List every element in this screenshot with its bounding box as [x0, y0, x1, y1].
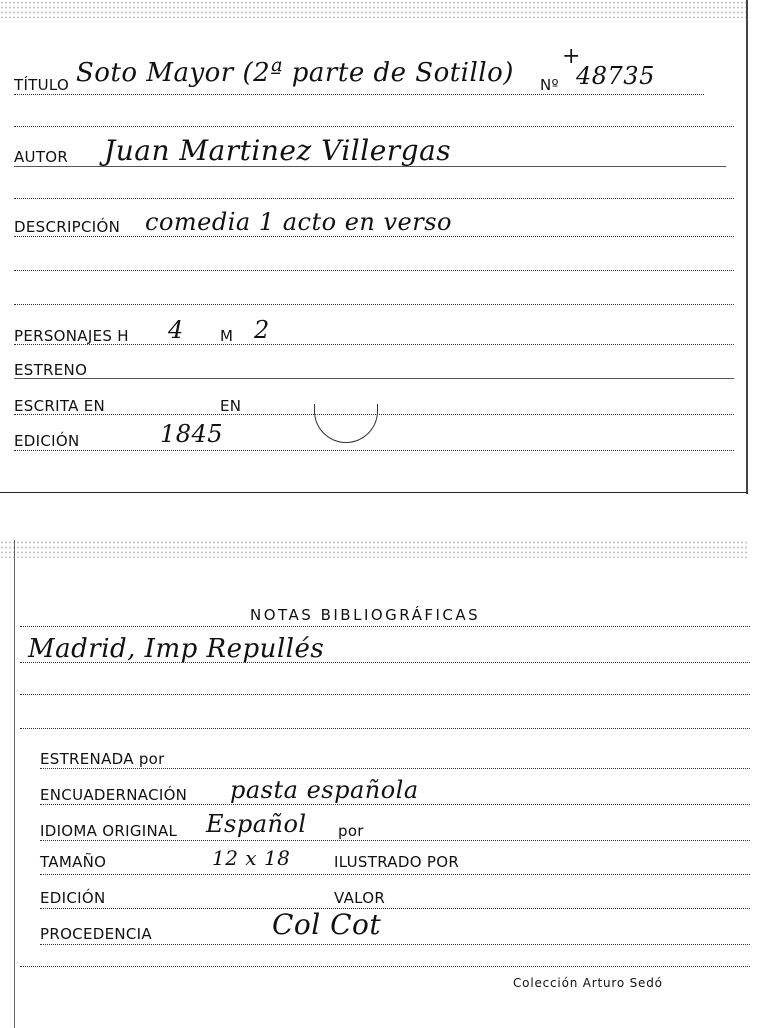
- notas-title: NOTAS BIBLIOGRÁFICAS: [250, 606, 481, 624]
- estrenada-label: ESTRENADA por: [40, 750, 165, 768]
- card-top-edge: [0, 540, 748, 558]
- idioma-line: [40, 840, 750, 841]
- personajes-line: [14, 344, 734, 345]
- personajes-h-value: 4: [168, 316, 184, 344]
- encuadernacion-label: ENCUADERNACIÓN: [40, 786, 188, 804]
- procedencia-label: PROCEDENCIA: [40, 925, 152, 943]
- titulo-line: [14, 94, 704, 95]
- edicion-line: [14, 450, 734, 451]
- escrita-label: ESCRITA EN: [14, 397, 106, 415]
- encuadernacion-line: [40, 804, 750, 805]
- estreno-line: [14, 378, 734, 379]
- estrenada-line: [40, 768, 750, 769]
- edicion-value: 1845: [160, 420, 224, 448]
- stamp-mark: [314, 404, 378, 443]
- descripcion-line: [14, 236, 734, 237]
- rule-line: [20, 966, 750, 967]
- descripcion-value: comedia 1 acto en verso: [145, 208, 452, 236]
- rule-line: [14, 304, 734, 305]
- notas-line: [20, 662, 750, 663]
- idioma-value: Español: [206, 810, 307, 838]
- edicion2-label: EDICIÓN: [40, 889, 106, 907]
- card-bottom-edge: [0, 492, 748, 493]
- rule-line: [20, 728, 750, 729]
- personajes-m-label: M: [220, 327, 234, 345]
- procedencia-value: Col Cot: [272, 908, 382, 941]
- ilustrado-label: ILUSTRADO POR: [334, 853, 460, 871]
- titulo-value: Soto Mayor (2ª parte de Sotillo): [76, 58, 514, 88]
- titulo-label: TÍTULO: [14, 76, 70, 94]
- autor-line: [14, 166, 726, 167]
- encuadernacion-value: pasta española: [230, 776, 419, 804]
- notas-title-line: [20, 626, 750, 627]
- edicion-label: EDICIÓN: [14, 432, 80, 450]
- catalog-card-front: [0, 0, 748, 494]
- autor-value: Juan Martinez Villergas: [104, 134, 452, 167]
- rule-line: [14, 270, 734, 271]
- numero-mark: +: [562, 44, 581, 69]
- card-right-edge: [746, 0, 748, 494]
- rule-line: [20, 694, 750, 695]
- tamano-label: TAMAÑO: [40, 853, 107, 871]
- en-label: EN: [220, 397, 242, 415]
- personajes-label: PERSONAJES H: [14, 327, 129, 345]
- card-left-edge: [14, 540, 15, 1028]
- estreno-label: ESTRENO: [14, 361, 88, 379]
- tamano-line: [40, 874, 750, 875]
- procedencia-line: [40, 944, 750, 945]
- rule-line: [14, 126, 734, 127]
- edicion2-line: [40, 908, 750, 909]
- numero-value: 48735: [576, 62, 655, 90]
- idioma-label: IDIOMA ORIGINAL: [40, 822, 178, 840]
- autor-label: AUTOR: [14, 148, 69, 166]
- tamano-value: 12 x 18: [212, 846, 291, 870]
- card-top-edge: [0, 0, 748, 18]
- descripcion-label: DESCRIPCIÓN: [14, 218, 121, 236]
- personajes-m-value: 2: [254, 316, 270, 344]
- numero-label: Nº: [540, 76, 559, 94]
- valor-label: VALOR: [334, 889, 386, 907]
- collection-footer: Colección Arturo Sedó: [513, 976, 663, 990]
- por-label: por: [338, 822, 364, 840]
- rule-line: [14, 198, 734, 199]
- notas-value: Madrid, Imp Repullés: [28, 634, 325, 664]
